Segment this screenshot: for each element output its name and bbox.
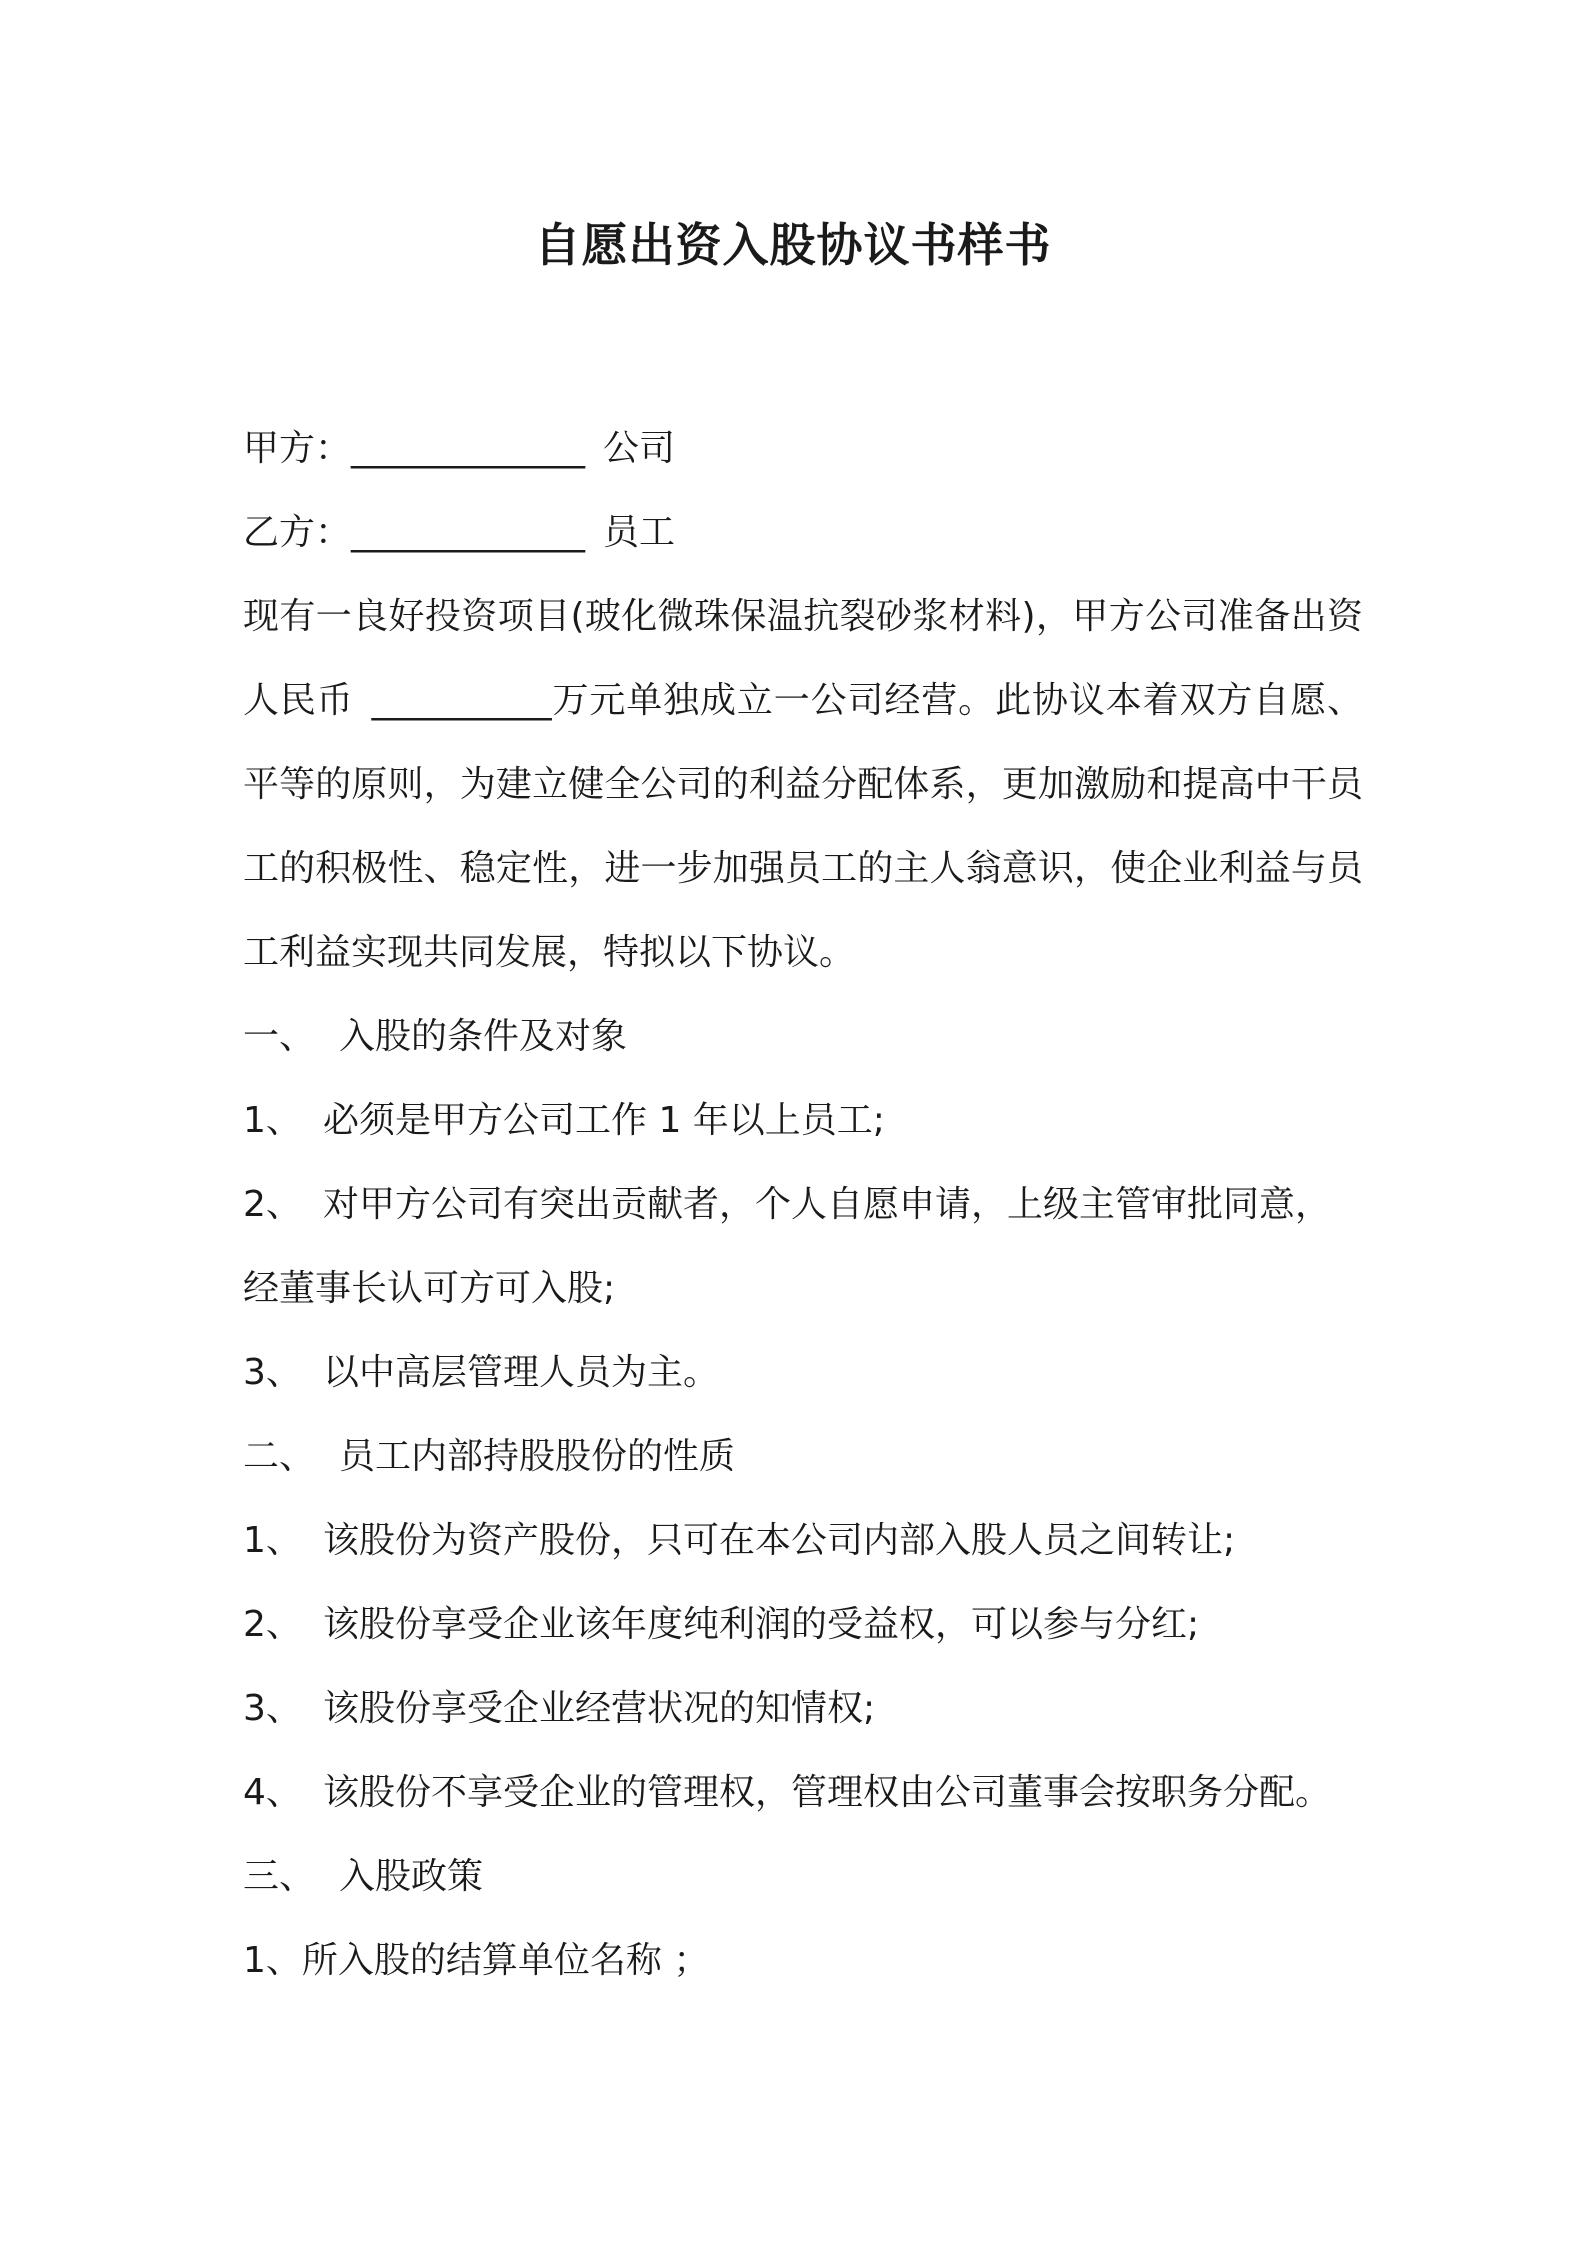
intro-part2: 万元单独成立一公司经营。此协议本着双方自愿、平等的原则，为建立健全公司的利益分配体系，更加激励和提高中干员工的积极性、稳定性，进一步加强员工的主人翁意识，使企业利益与员工利益实现共同发展，特拟以下协议。	[243, 680, 1363, 973]
item-text: 该股份享受企业经营状况的知情权;	[323, 1688, 876, 1729]
party-b-blank: _____________	[351, 512, 586, 553]
list-item	[243, 1667, 1363, 1751]
section-heading	[243, 1415, 1363, 1499]
party-b-suffix: 员工	[603, 512, 676, 553]
item-number: 1、	[243, 1940, 302, 1981]
item-number: 1、	[243, 1520, 302, 1561]
item-number: 2、	[243, 1604, 302, 1645]
list-item	[243, 1331, 1363, 1415]
item-number: 1、	[243, 1100, 302, 1141]
section-number: 二、	[243, 1436, 316, 1477]
list-item	[243, 1499, 1363, 1583]
section-heading	[243, 995, 1363, 1079]
item-text: 必须是甲方公司工作 1 年以上员工;	[323, 1100, 885, 1141]
section-number: 一、	[243, 1016, 316, 1057]
document-body	[243, 407, 1363, 2003]
intro-paragraph	[243, 575, 1363, 995]
document-title: 自愿出资入股协议书样书	[534, 218, 1052, 272]
item-text-continuation: 经董事长认可方可入股;	[243, 1268, 616, 1309]
party-a-suffix: 公司	[603, 428, 676, 469]
list-item	[243, 1751, 1363, 1835]
party-b-label: 乙方：	[243, 512, 352, 553]
item-number: 4、	[243, 1772, 302, 1813]
list-item	[243, 1079, 1363, 1163]
list-item	[243, 1583, 1363, 1667]
section-heading	[243, 1835, 1363, 1919]
party-a-blank: _____________	[351, 428, 586, 469]
item-number: 2、	[243, 1184, 302, 1225]
item-number: 3、	[243, 1352, 302, 1393]
item-text: 以中高层管理人员为主。	[323, 1352, 720, 1393]
party-b-line	[243, 491, 1363, 575]
item-text: 对甲方公司有突出贡献者，个人自愿申请，上级主管审批同意，	[323, 1184, 1332, 1225]
item-text: 该股份为资产股份，只可在本公司内部入股人员之间转让;	[323, 1520, 1236, 1561]
section-title: 入股的条件及对象	[339, 1016, 628, 1057]
item-text: 该股份不享受企业的管理权，管理权由公司董事会按职务分配。	[323, 1772, 1332, 1813]
list-item	[243, 1919, 1363, 2003]
intro-amount-blank: __________	[371, 680, 552, 721]
intro-part1: 现有一良好投资项目(玻化微珠保温抗裂砂浆材料)，甲方公司准备出资人民币	[243, 596, 1363, 721]
party-a-label: 甲方：	[243, 428, 352, 469]
item-number: 3、	[243, 1688, 302, 1729]
list-item-continuation	[243, 1247, 1363, 1331]
item-text: 该股份享受企业该年度纯利润的受益权，可以参与分红;	[323, 1604, 1200, 1645]
section-title: 员工内部持股股份的性质	[339, 1436, 736, 1477]
party-a-line	[243, 407, 1363, 491]
section-number: 三、	[243, 1856, 316, 1897]
section-title: 入股政策	[339, 1856, 484, 1897]
item-text: 所入股的结算单位名称 ；	[301, 1940, 710, 1981]
list-item	[243, 1163, 1363, 1247]
